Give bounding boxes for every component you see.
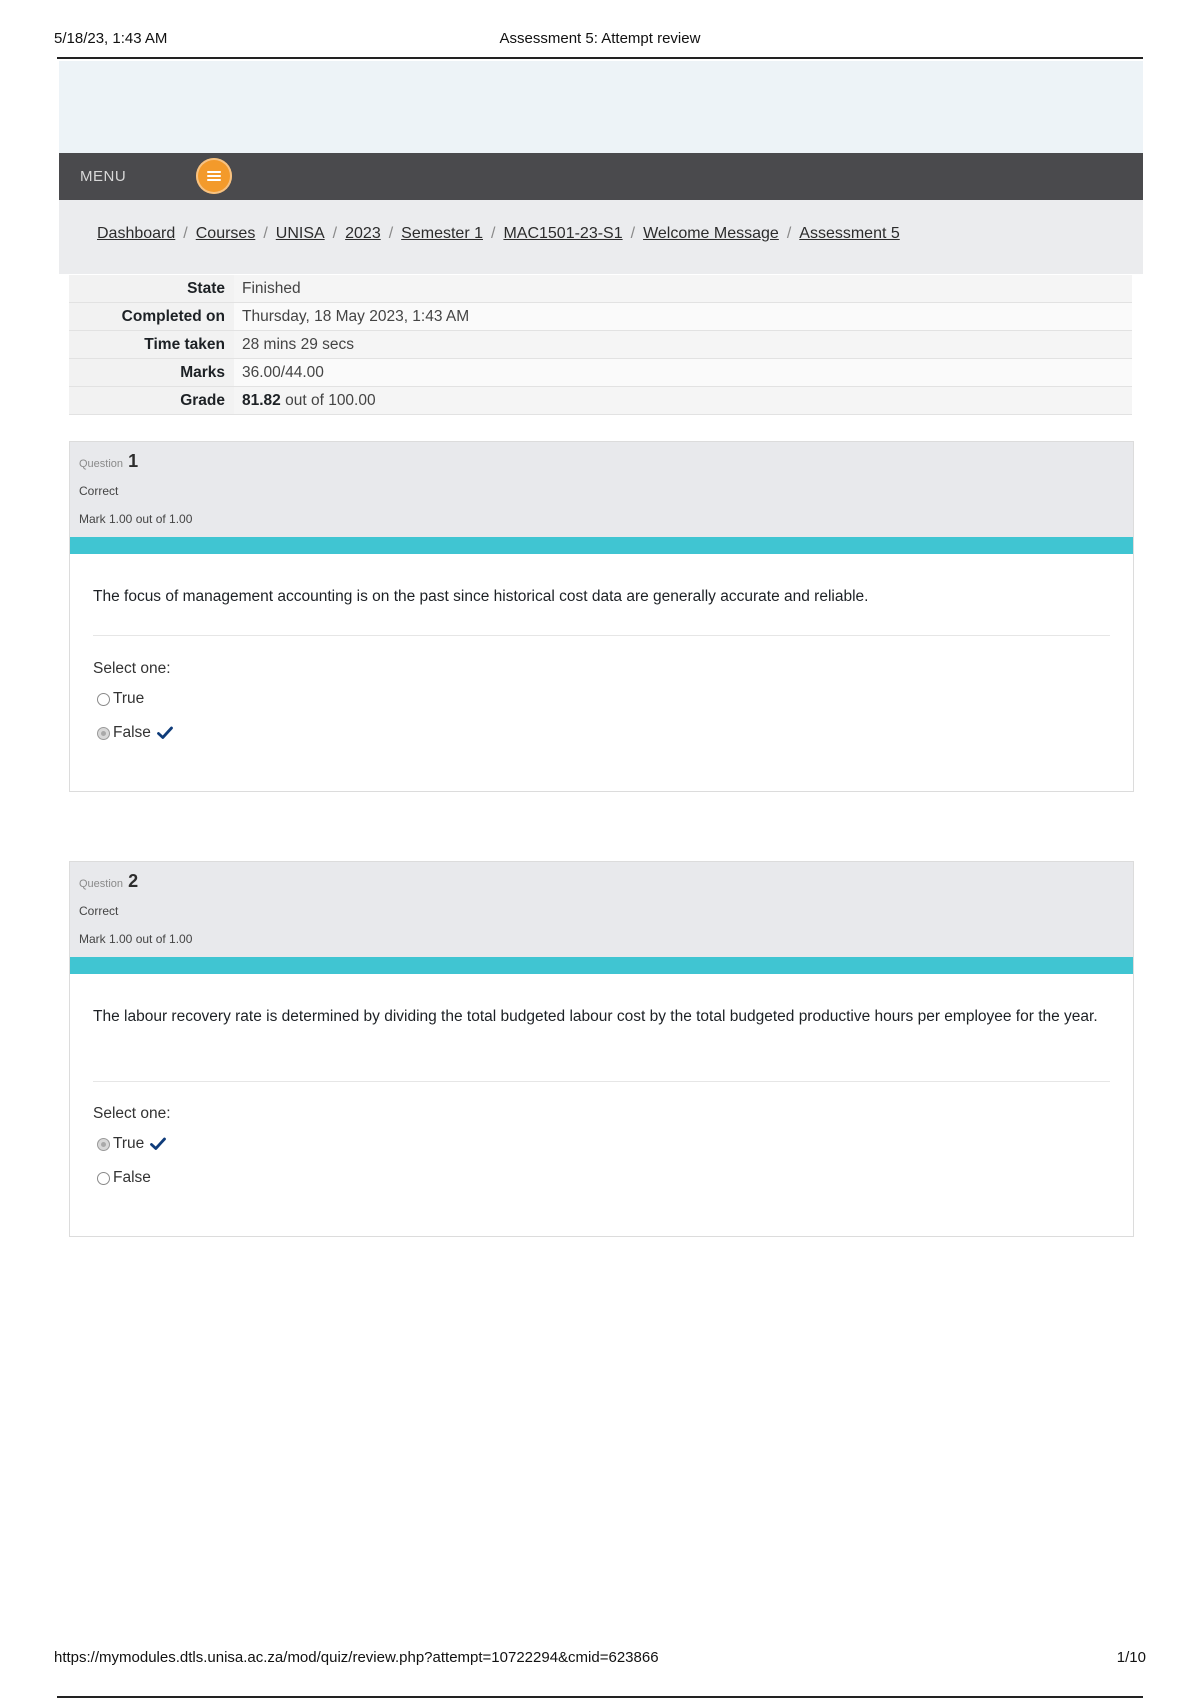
summary-row-marks: [69, 359, 1132, 387]
breadcrumb-course[interactable]: MAC1501-23-S1: [503, 225, 623, 242]
question-correct-bar: [70, 957, 1133, 974]
question-number-value: 2: [128, 871, 139, 891]
summary-label: State: [69, 275, 234, 302]
question-divider: [93, 1081, 1110, 1082]
breadcrumb-separator: /: [263, 225, 268, 242]
question-number: [79, 871, 138, 892]
question-text: The labour recovery rate is determined by dividing the total budgeted labour cost by the total budgeted productive hours per employee for the year.: [93, 1008, 1098, 1025]
grade-score: 81.82: [242, 392, 281, 409]
breadcrumb-separator: /: [630, 225, 636, 242]
checkmark-icon: [150, 1137, 166, 1151]
breadcrumb-separator: /: [332, 225, 338, 242]
summary-label: Time taken: [69, 331, 234, 358]
checkmark-icon: [157, 726, 173, 740]
question-info: [70, 862, 1133, 957]
select-one-label: Select one:: [93, 660, 171, 677]
question-label: Question: [79, 878, 124, 890]
answer-option-false[interactable]: [97, 724, 173, 742]
radio-unchecked-icon[interactable]: [97, 1172, 110, 1185]
menu-label[interactable]: MENU: [80, 168, 127, 185]
summary-label: Marks: [69, 359, 234, 386]
breadcrumb-dashboard[interactable]: Dashboard: [97, 225, 176, 242]
summary-value: 28 mins 29 secs: [234, 331, 1132, 358]
answer-label: False: [113, 724, 151, 741]
top-navbar: [59, 153, 1143, 200]
breadcrumb: [97, 225, 900, 243]
question-text: The focus of management accounting is on the past since historical cost data are generally accurate and reliable.: [93, 588, 869, 605]
summary-value: [234, 387, 1132, 414]
print-datetime: 5/18/23, 1:43 AM: [54, 30, 168, 47]
answer-option-false[interactable]: [97, 1169, 151, 1187]
breadcrumb-unisa[interactable]: UNISA: [275, 225, 325, 242]
grade-suffix: out of 100.00: [285, 392, 376, 409]
question-grade: Mark 1.00 out of 1.00: [79, 512, 193, 526]
breadcrumb-2023[interactable]: 2023: [345, 225, 381, 242]
summary-row-state: [69, 275, 1132, 303]
summary-label: Grade: [69, 387, 234, 414]
question-card: [69, 861, 1134, 1237]
print-title: Assessment 5: Attempt review: [499, 30, 701, 47]
summary-value: Thursday, 18 May 2023, 1:43 AM: [234, 303, 1132, 330]
breadcrumb-separator: /: [786, 225, 792, 242]
summary-row-time: [69, 331, 1132, 359]
question-correct-bar: [70, 537, 1133, 554]
breadcrumb-courses[interactable]: Courses: [195, 225, 256, 242]
summary-label: Completed on: [69, 303, 234, 330]
breadcrumb-bar: [59, 200, 1143, 274]
question-card: [69, 441, 1134, 792]
summary-row-grade: [69, 387, 1132, 415]
question-info: [70, 442, 1133, 537]
radio-checked-icon[interactable]: [97, 1138, 110, 1151]
menu-button[interactable]: [196, 158, 232, 194]
breadcrumb-separator: /: [183, 225, 188, 242]
breadcrumb-separator: /: [388, 225, 394, 242]
answer-label: False: [113, 1169, 151, 1186]
print-footer-rule: [57, 1696, 1143, 1698]
question-number: [79, 451, 138, 472]
question-body: [70, 974, 1133, 1235]
summary-value: 36.00/44.00: [234, 359, 1132, 386]
print-page-number: 1/10: [1116, 1649, 1146, 1666]
question-number-value: 1: [128, 451, 139, 471]
summary-row-completed: [69, 303, 1132, 331]
question-label: Question: [79, 458, 124, 470]
question-grade: Mark 1.00 out of 1.00: [79, 932, 193, 946]
breadcrumb-separator: /: [490, 225, 496, 242]
breadcrumb-assessment-5[interactable]: Assessment 5: [799, 225, 900, 242]
select-one-label: Select one:: [93, 1105, 171, 1122]
print-url: https://mymodules.dtls.unisa.ac.za/mod/quiz/review.php?attempt=10722294&cmid=623866: [54, 1649, 659, 1666]
page-banner: [59, 61, 1143, 153]
answer-label: True: [113, 1135, 145, 1152]
attempt-summary-table: [69, 275, 1132, 415]
breadcrumb-welcome-message[interactable]: Welcome Message: [643, 225, 779, 242]
radio-checked-icon[interactable]: [97, 727, 110, 740]
print-header: [54, 28, 1146, 52]
answer-option-true[interactable]: [97, 1135, 166, 1153]
question-divider: [93, 635, 1110, 636]
question-state: Correct: [79, 904, 119, 918]
summary-value: Finished: [234, 275, 1132, 302]
question-body: [70, 554, 1133, 790]
print-header-rule: [57, 57, 1143, 59]
hamburger-icon: [207, 171, 221, 181]
breadcrumb-semester-1[interactable]: Semester 1: [401, 225, 483, 242]
radio-unchecked-icon[interactable]: [97, 693, 110, 706]
question-state: Correct: [79, 484, 119, 498]
answer-label: True: [113, 690, 145, 707]
answer-option-true[interactable]: [97, 690, 144, 708]
